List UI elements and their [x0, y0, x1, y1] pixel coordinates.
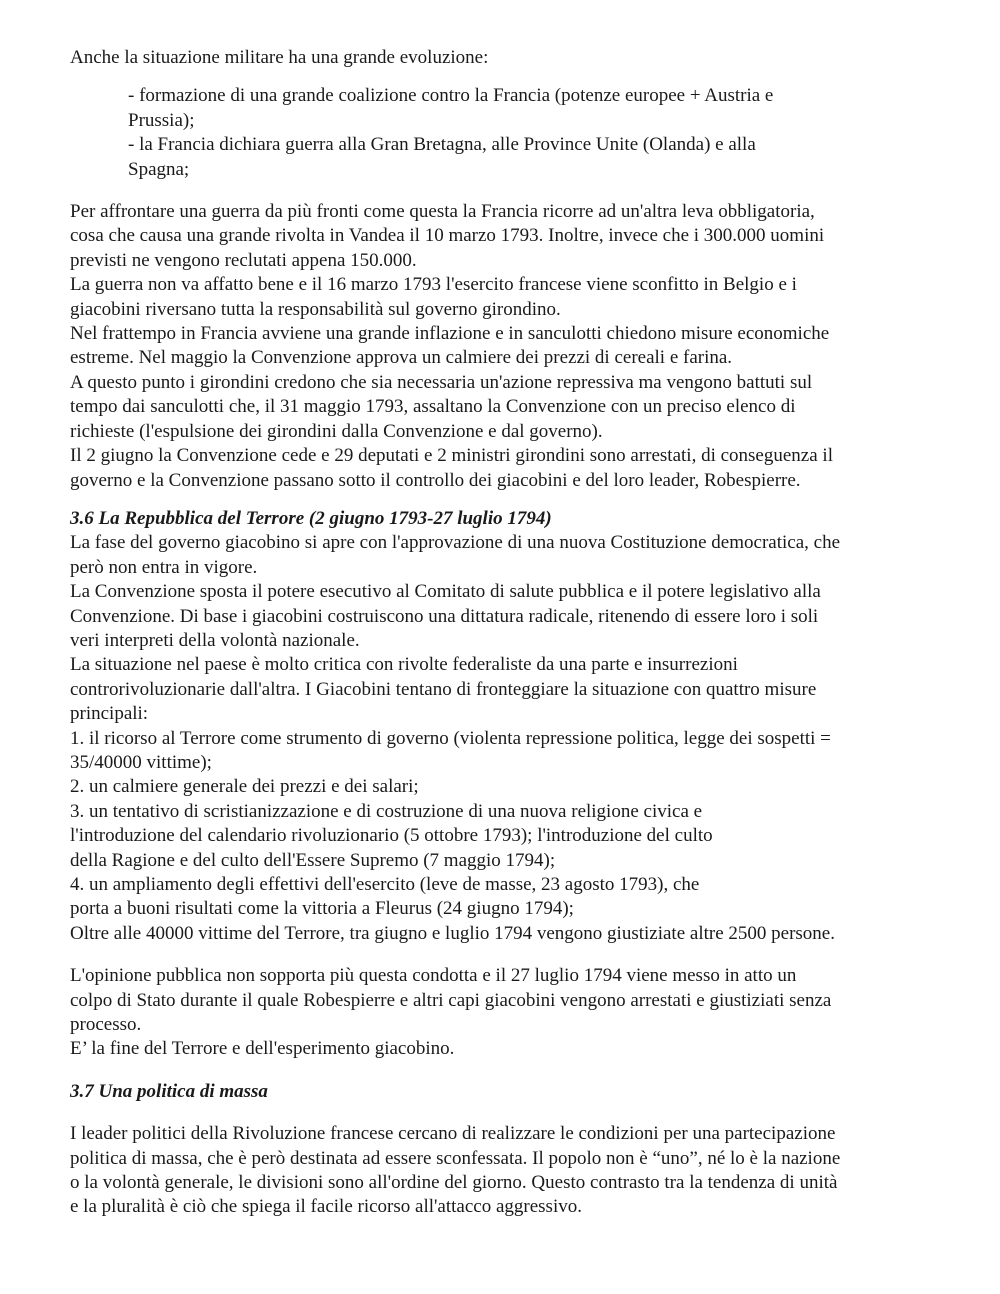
text-line: E’ la fine del Terrore e dell'esperimento giacobino. — [70, 1038, 455, 1060]
text-line: 2. un calmiere generale dei prezzi e dei salari; — [70, 776, 419, 798]
text-line: La Convenzione sposta il potere esecutivo al Comitato di salute pubblica e il potere legislativo alla — [70, 581, 821, 603]
spacer — [70, 182, 950, 200]
text-line: politica di massa, che è però destinata ad essere sconfessata. Il popolo non è “uno”, né lo è la nazione — [70, 1147, 841, 1169]
paragraph-war-and-girondins — [70, 200, 950, 493]
text-line: della Ragione e del culto dell'Essere Supremo (7 maggio 1794); — [70, 849, 556, 871]
text-line: Convenzione. Di base i giacobini costruiscono una dittatura radicale, ritenendo di essere loro i soli — [70, 605, 819, 627]
bullet-item-2-line-1: - la Francia dichiara guerra alla Gran Bretagna, alle Province Unite (Olanda) e alla — [128, 134, 756, 156]
bullet-list — [70, 84, 950, 182]
text-line: cosa che causa una grande rivolta in Vandea il 10 marzo 1793. Inoltre, invece che i 300.000 uomini — [70, 225, 825, 247]
text-line: A questo punto i girondini credono che sia necessaria un'azione repressiva ma vengono battuti sul — [70, 371, 813, 393]
text-line: veri interpreti della volontà nazionale. — [70, 629, 360, 651]
text-line: tempo dai sanculotti che, il 31 maggio 1793, assaltano la Convenzione con un preciso elenco di — [70, 396, 796, 418]
text-line: porta a buoni risultati come la vittoria a Fleurus (24 giugno 1794); — [70, 898, 574, 920]
intro-line: Anche la situazione militare ha una grande evoluzione: — [70, 47, 489, 68]
paragraph-mass-politics — [70, 1122, 950, 1220]
text-line: 35/40000 vittime); — [70, 751, 212, 773]
bullet-item-2-line-2: Spagna; — [128, 158, 190, 180]
bullet-item-1-line-1: - formazione di una grande coalizione contro la Francia (potenze europee + Austria e — [128, 85, 774, 107]
paragraph-terror-republic — [70, 531, 950, 946]
text-line: colpo di Stato durante il quale Robespierre e altri capi giacobini vengono arrestati e giustiziati senza — [70, 989, 832, 1011]
text-line: La fase del governo giacobino si apre con l'approvazione di una nuova Costituzione democratica, che — [70, 532, 841, 554]
text-line: Per affrontare una guerra da più fronti come questa la Francia ricorre ad un'altra leva obbligatoria, — [70, 201, 815, 223]
text-line: giacobini riversano tutta la responsabilità sul governo girondino. — [70, 298, 561, 320]
text-line: estreme. Nel maggio la Convenzione approva un calmiere dei prezzi di cereali e farina. — [70, 347, 733, 369]
spacer — [70, 70, 950, 84]
paragraph-coup — [70, 964, 950, 1062]
text-line: controrivoluzionarie dall'altra. I Giacobini tentano di fronteggiare la situazione con quattro misure — [70, 678, 817, 700]
section-heading-3-6: 3.6 La Repubblica del Terrore (2 giugno 1793-27 luglio 1794) — [70, 507, 552, 529]
text-line: I leader politici della Rivoluzione francese cercano di realizzare le condizioni per una partecipazione — [70, 1123, 836, 1145]
text-line: governo e la Convenzione passano sotto il controllo dei giacobini e del loro leader, Robespierre. — [70, 469, 801, 491]
text-line: e la pluralità è ciò che spiega il facile ricorso all'attacco aggressivo. — [70, 1196, 582, 1218]
text-line: Oltre alle 40000 vittime del Terrore, tra giugno e luglio 1794 vengono giustiziate altre 2500 persone. — [70, 922, 835, 944]
text-line: principali: — [70, 703, 149, 725]
spacer — [70, 493, 950, 507]
section-heading-3-7: 3.7 Una politica di massa — [70, 1080, 268, 1102]
bullet-item-1-line-2: Prussia); — [128, 109, 195, 131]
text-line: Il 2 giugno la Convenzione cede e 29 deputati e 2 ministri girondini sono arrestati, di conseguenza il — [70, 445, 833, 467]
text-line: previsti ne vengono reclutati appena 150.000. — [70, 249, 417, 271]
text-line: La guerra non va affatto bene e il 16 marzo 1793 l'esercito francese viene sconfitto in Belgio e i — [70, 274, 797, 296]
spacer — [70, 1062, 950, 1080]
spacer — [70, 1104, 950, 1122]
text-line: processo. — [70, 1014, 142, 1036]
text-line: 1. il ricorso al Terrore come strumento di governo (violenta repressione politica, legge dei sospetti = — [70, 727, 831, 749]
text-line: l'introduzione del calendario rivoluzionario (5 ottobre 1793); l'introduzione del culto — [70, 825, 713, 847]
spacer — [70, 946, 950, 964]
text-line: Nel frattempo in Francia avviene una grande inflazione e in sanculotti chiedono misure economiche — [70, 323, 830, 345]
text-line: 3. un tentativo di scristianizzazione e di costruzione di una nuova religione civica e — [70, 800, 703, 822]
text-line: 4. un ampliamento degli effettivi dell'esercito (leve de masse, 23 agosto 1793), che — [70, 874, 700, 895]
text-line: o la volontà generale, le divisioni sono all'ordine del giorno. Questo contrasto tra la tendenza di unità — [70, 1172, 838, 1194]
document-page — [70, 46, 950, 1220]
text-line: però non entra in vigore. — [70, 556, 258, 578]
text-line: L'opinione pubblica non sopporta più questa condotta e il 27 luglio 1794 viene messo in atto un — [70, 965, 797, 987]
text-line: richieste (l'espulsione dei girondini dalla Convenzione e dal governo). — [70, 420, 603, 442]
text-line: La situazione nel paese è molto critica con rivolte federaliste da una parte e insurrezioni — [70, 654, 738, 676]
